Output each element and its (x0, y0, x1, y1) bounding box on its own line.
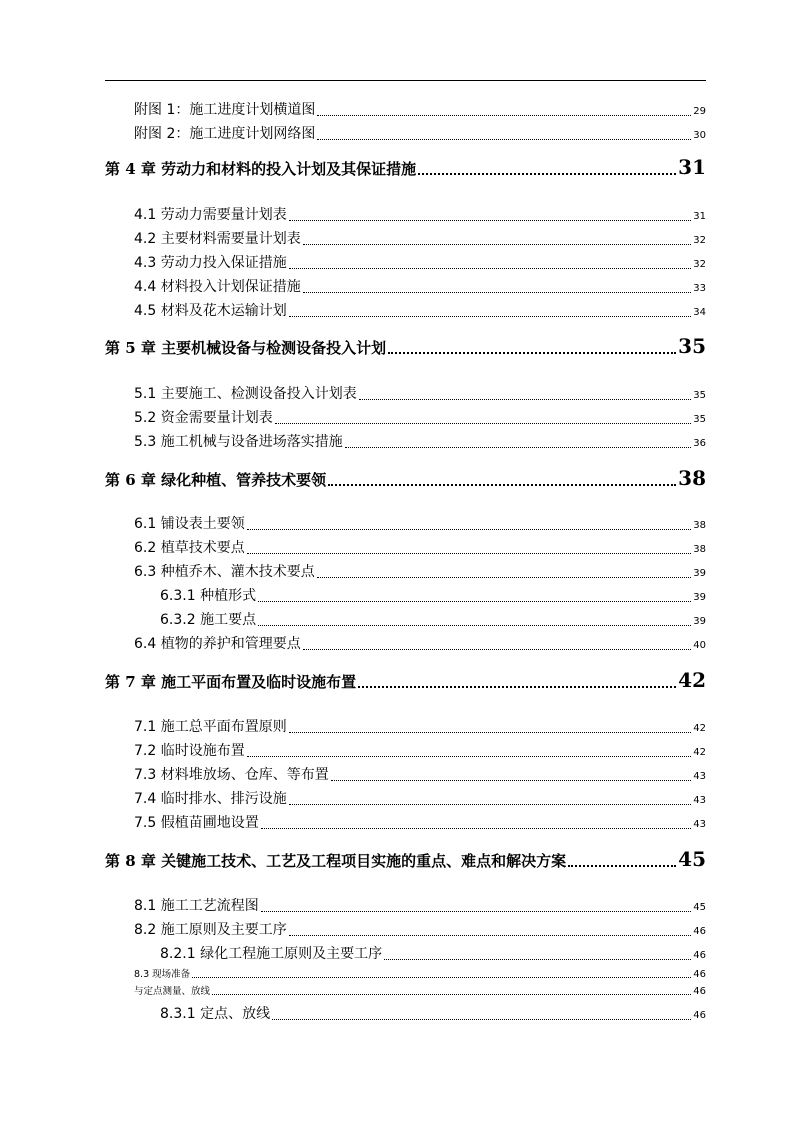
toc-leader-dots (289, 315, 692, 317)
toc-leader-dots (317, 576, 692, 578)
toc-entry-label: 6.3 种植乔木、灌木技术要点 (134, 564, 315, 580)
toc-page-number: 46 (693, 950, 706, 961)
toc-entry-label: 5.3 施工机械与设备进场落实措施 (134, 434, 343, 450)
toc-page-number: 35 (693, 390, 706, 401)
toc-entry-label: 7.3 材料堆放场、仓库、等布置 (134, 767, 329, 783)
toc-leader-dots (258, 600, 691, 602)
toc-page-number: 34 (693, 307, 706, 318)
toc-leader-dots (261, 827, 692, 829)
toc-entry-label: 6.2 植草技术要点 (134, 540, 245, 556)
toc-page-number: 39 (693, 616, 706, 627)
toc-page-number: 46 (693, 1010, 706, 1021)
toc-entry[interactable] (0, 275, 794, 297)
toc-leader-dots (358, 685, 676, 688)
toc-leader-dots (568, 864, 676, 867)
toc-leader-dots (303, 291, 692, 293)
toc-entry-label: 4.2 主要材料需要量计划表 (134, 231, 301, 247)
toc-leader-dots (247, 552, 692, 554)
toc-leader-dots (289, 267, 692, 269)
toc-page-number: 42 (693, 723, 706, 734)
toc-entry-label: 附图 1：施工进度计划横道图 (134, 102, 316, 118)
toc-page-number: 35 (678, 334, 706, 358)
toc-entry-label: 第 8 章 关键施工技术、工艺及工程项目实施的重点、难点和解决方案 (105, 852, 567, 870)
toc-entry[interactable] (0, 299, 794, 321)
toc-page-number: 40 (693, 640, 706, 651)
toc-leader-dots (384, 958, 691, 960)
toc-entry[interactable] (0, 251, 794, 273)
toc-entry[interactable] (0, 966, 794, 981)
toc-leader-dots (275, 422, 692, 424)
toc-page-number: 31 (693, 211, 706, 222)
toc-leader-dots (345, 446, 692, 448)
toc-leader-dots (317, 138, 691, 140)
toc-chapter-entry[interactable] (0, 842, 794, 872)
toc-entry[interactable] (0, 763, 794, 785)
toc-leader-dots (272, 1018, 691, 1020)
toc-page-number: 43 (693, 795, 706, 806)
toc-entry[interactable] (0, 512, 794, 534)
toc-page-number: 38 (693, 544, 706, 555)
toc-leader-dots (359, 398, 692, 400)
toc-leader-dots (388, 351, 676, 354)
toc-entry[interactable] (0, 584, 794, 606)
toc-entry[interactable] (0, 560, 794, 582)
toc-page-number: 39 (693, 568, 706, 579)
toc-page-number: 42 (693, 747, 706, 758)
toc-entry-label: 5.1 主要施工、检测设备投入计划表 (134, 386, 357, 402)
toc-entry[interactable] (0, 203, 794, 225)
toc-page-number: 32 (693, 235, 706, 246)
toc-entry-label: 7.2 临时设施布置 (134, 743, 245, 759)
toc-entry-label: 4.4 材料投入计划保证措施 (134, 279, 301, 295)
toc-page-number: 45 (678, 847, 706, 871)
toc-entry-label: 附图 2：施工进度计划网络图 (134, 126, 316, 142)
toc-entry-label: 8.1 施工工艺流程图 (134, 898, 259, 914)
toc-entry[interactable] (0, 632, 794, 654)
toc-entry-label: 4.1 劳动力需要量计划表 (134, 207, 287, 223)
toc-page-number: 33 (693, 283, 706, 294)
toc-entry-label: 第 7 章 施工平面布置及临时设施布置 (105, 673, 357, 691)
toc-leader-dots (331, 779, 692, 781)
toc-leader-dots (303, 648, 692, 650)
toc-entry[interactable] (0, 739, 794, 761)
toc-entry-label: 7.4 临时排水、排污设施 (134, 791, 287, 807)
toc-entry[interactable] (0, 536, 794, 558)
toc-leader-dots (418, 172, 676, 175)
toc-entry[interactable] (0, 811, 794, 833)
toc-page-number: 42 (678, 668, 706, 692)
toc-page-number: 38 (693, 520, 706, 531)
toc-entry[interactable] (0, 942, 794, 964)
toc-entry[interactable] (0, 608, 794, 630)
toc-entry[interactable] (0, 406, 794, 428)
toc-entry[interactable] (0, 430, 794, 452)
toc-leader-dots (192, 976, 691, 978)
toc-chapter-entry[interactable] (0, 150, 794, 180)
toc-entry-label: 第 6 章 绿化种植、管养技术要领 (105, 471, 327, 489)
toc-entry-label: 4.3 劳动力投入保证措施 (134, 255, 287, 271)
toc-entry-label: 6.1 铺设表土要领 (134, 516, 245, 532)
toc-entry-label: 6.4 植物的养护和管理要点 (134, 636, 301, 652)
toc-entry[interactable] (0, 918, 794, 940)
toc-entry[interactable] (0, 382, 794, 404)
toc-page-number: 35 (693, 414, 706, 425)
toc-entry-label: 6.3.1 种植形式 (160, 588, 257, 604)
toc-entry-label: 第 5 章 主要机械设备与检测设备投入计划 (105, 339, 387, 357)
toc-entry[interactable] (0, 1002, 794, 1024)
toc-leader-dots (247, 528, 692, 530)
toc-leader-dots (258, 624, 691, 626)
toc-entry-label: 8.2 施工原则及主要工序 (134, 922, 287, 938)
toc-entry[interactable] (0, 983, 794, 998)
toc-page-number: 39 (693, 592, 706, 603)
toc-entry-label: 8.3 现场准备 (134, 969, 191, 980)
toc-entry[interactable] (0, 715, 794, 737)
toc-entry-label: 6.3.2 施工要点 (160, 612, 257, 628)
toc-page-number: 31 (678, 155, 706, 179)
toc-page-number: 43 (693, 771, 706, 782)
toc-entry[interactable] (0, 227, 794, 249)
toc-page-number: 45 (693, 902, 706, 913)
toc-leader-dots (212, 993, 691, 995)
toc-leader-dots (261, 910, 692, 912)
toc-leader-dots (303, 243, 692, 245)
toc-entry-label: 7.5 假植苗圃地设置 (134, 815, 259, 831)
toc-page-number: 46 (693, 926, 706, 937)
toc-leader-dots (289, 803, 692, 805)
toc-page-number: 32 (693, 259, 706, 270)
toc-entry[interactable] (0, 894, 794, 916)
toc-entry-label: 8.2.1 绿化工程施工原则及主要工序 (160, 946, 383, 962)
toc-entry[interactable] (0, 787, 794, 809)
toc-leader-dots (289, 934, 692, 936)
toc-page-number: 43 (693, 819, 706, 830)
toc-page-number: 46 (693, 986, 706, 997)
toc-entry[interactable] (0, 98, 794, 120)
toc-leader-dots (247, 755, 692, 757)
toc-chapter-entry[interactable] (0, 663, 794, 693)
toc-entry-label: 8.3.1 定点、放线 (160, 1006, 271, 1022)
toc-entry-label: 5.2 资金需要量计划表 (134, 410, 273, 426)
toc-page-number: 36 (693, 438, 706, 449)
toc-entry[interactable] (0, 122, 794, 144)
toc-entry-label: 第 4 章 劳动力和材料的投入计划及其保证措施 (105, 160, 417, 178)
header-rule (105, 80, 706, 81)
toc-page-number: 38 (678, 466, 706, 490)
toc-entry-label: 7.1 施工总平面布置原则 (134, 719, 287, 735)
toc-leader-dots (289, 731, 692, 733)
toc-page-number: 30 (693, 130, 706, 141)
toc-chapter-entry[interactable] (0, 461, 794, 491)
toc-entry-label: 4.5 材料及花木运输计划 (134, 303, 287, 319)
toc-leader-dots (289, 219, 692, 221)
toc-entry-label: 与定点测量、放线 (134, 986, 211, 997)
toc-page-number: 29 (693, 106, 706, 117)
toc-chapter-entry[interactable] (0, 329, 794, 359)
toc-leader-dots (328, 483, 676, 486)
toc-leader-dots (317, 114, 691, 116)
toc-page-number: 46 (693, 969, 706, 980)
